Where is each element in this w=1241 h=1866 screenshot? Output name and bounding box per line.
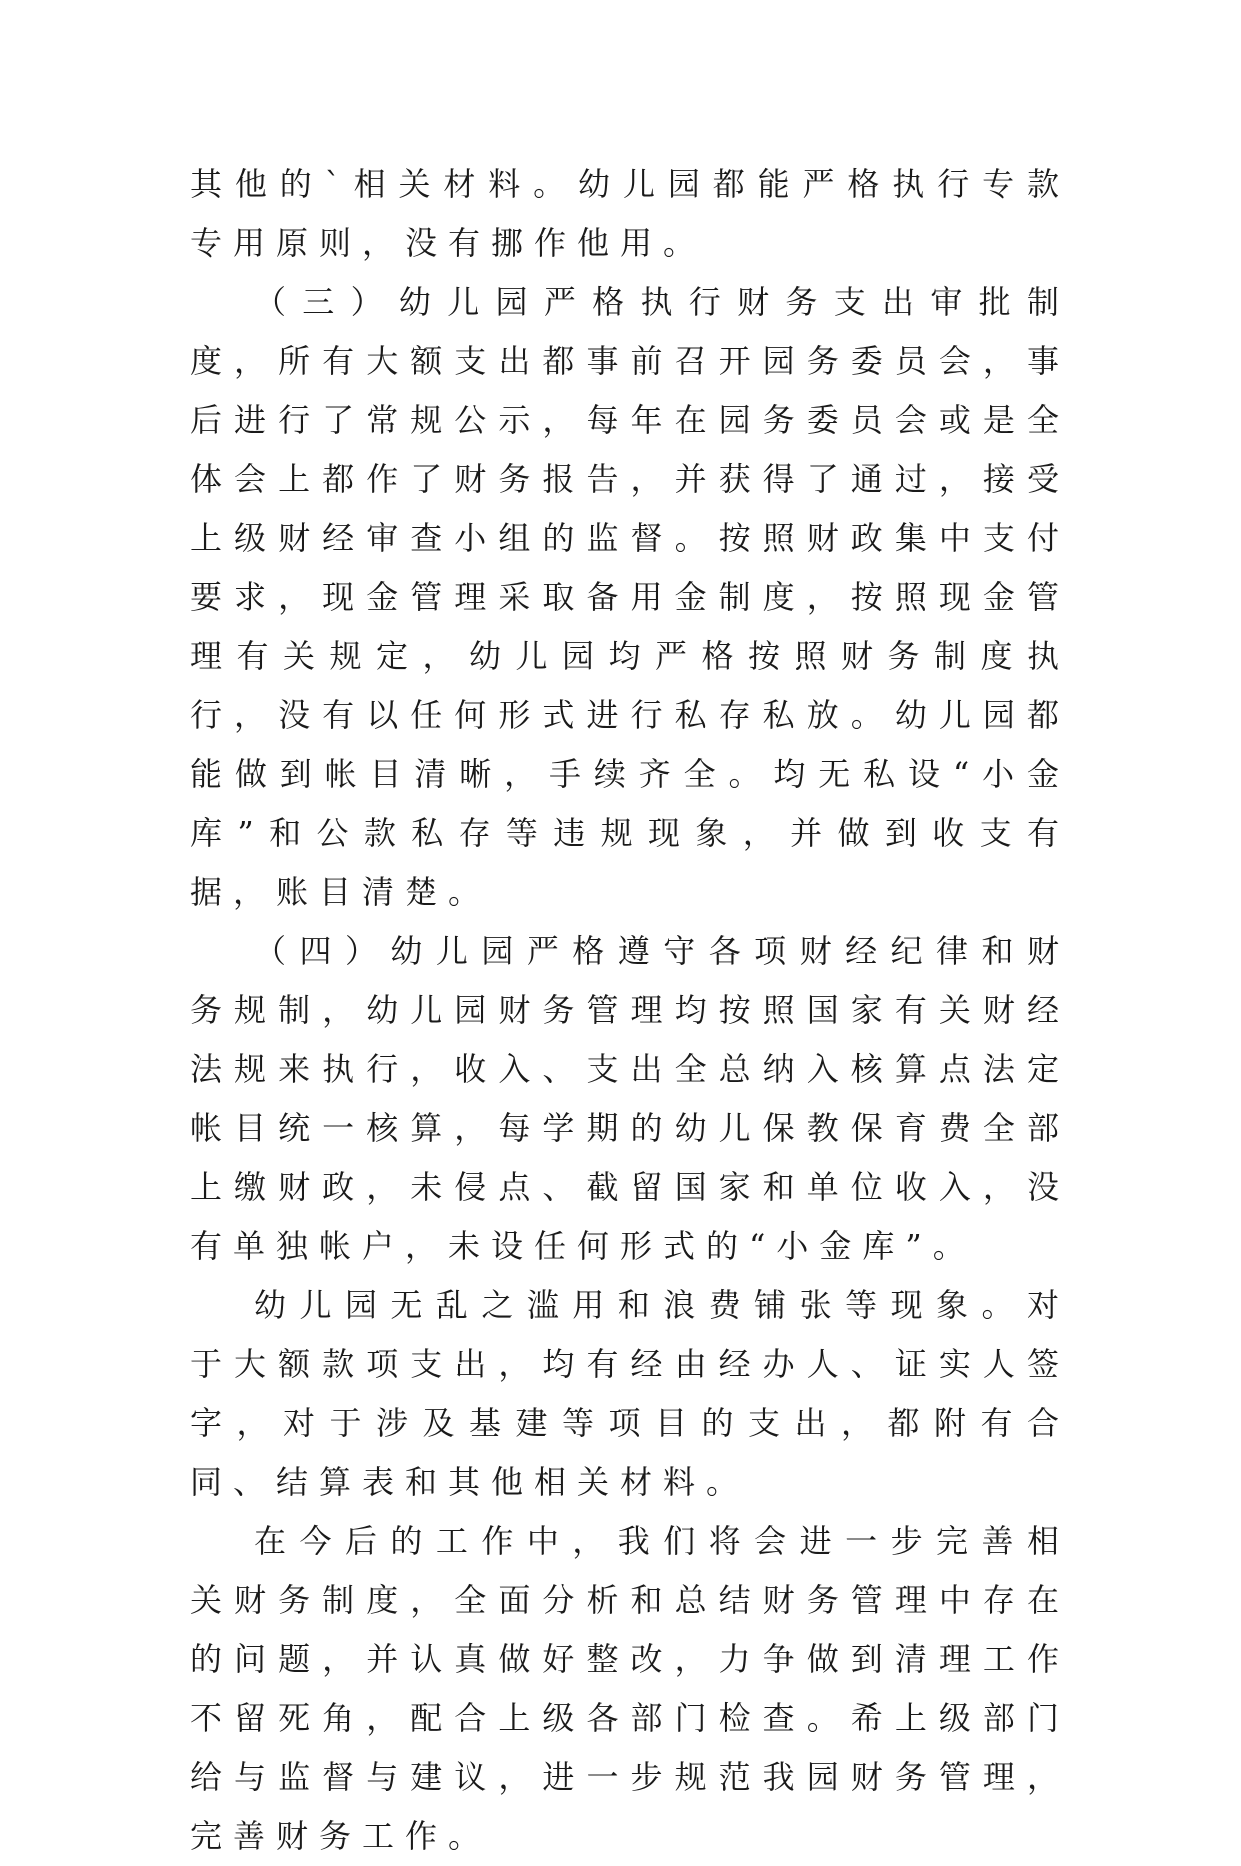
- paragraph-section-three: （三）幼儿园严格执行财务支出审批制度，所有大额支出都事前召开园务委员会，事后进行了常规公示，每年在园务委员会或是全体会上都作了财务报告，并获得了通过，接受上级财经审查小组的监督。按照财政集中支付要求，现金管理采取备用金制度，按照现金管理有关规定，幼儿园均严格按照财务制度执行，没有以任何形式进行私存私放。幼儿园都能做到帐目清晰，手续齐全。均无私设“小金库”和公款私存等违规现象，并做到收支有据，账目清楚。: [190, 283, 1070, 911]
- paragraph-conclusion: 在今后的工作中，我们将会进一步完善相关财务制度，全面分析和总结财务管理中存在的问题，并认真做好整改，力争做到清理工作不留死角，配合上级各部门检查。希上级部门给与监督与建议，进一步规范我园财务管理，完善财务工作。: [190, 1522, 1070, 1855]
- paragraph-expenditure: 幼儿园无乱之滥用和浪费铺张等现象。对于大额款项支出，均有经由经办人、证实人签字，对于涉及基建等项目的支出，都附有合同、结算表和其他相关材料。: [190, 1286, 1070, 1501]
- document-body: [190, 155, 1070, 1866]
- paragraph-continuation: 其他的`相关材料。幼儿园都能严格执行专款专用原则，没有挪作他用。: [190, 165, 1070, 262]
- paragraph-section-four: （四）幼儿园严格遵守各项财经纪律和财务规制，幼儿园财务管理均按照国家有关财经法规来执行，收入、支出全总纳入核算点法定帐目统一核算，每学期的幼儿保教保育费全部上缴财政，未侵点、截留国家和单位收入，没有单独帐户，未设任何形式的“小金库”。: [190, 932, 1070, 1265]
